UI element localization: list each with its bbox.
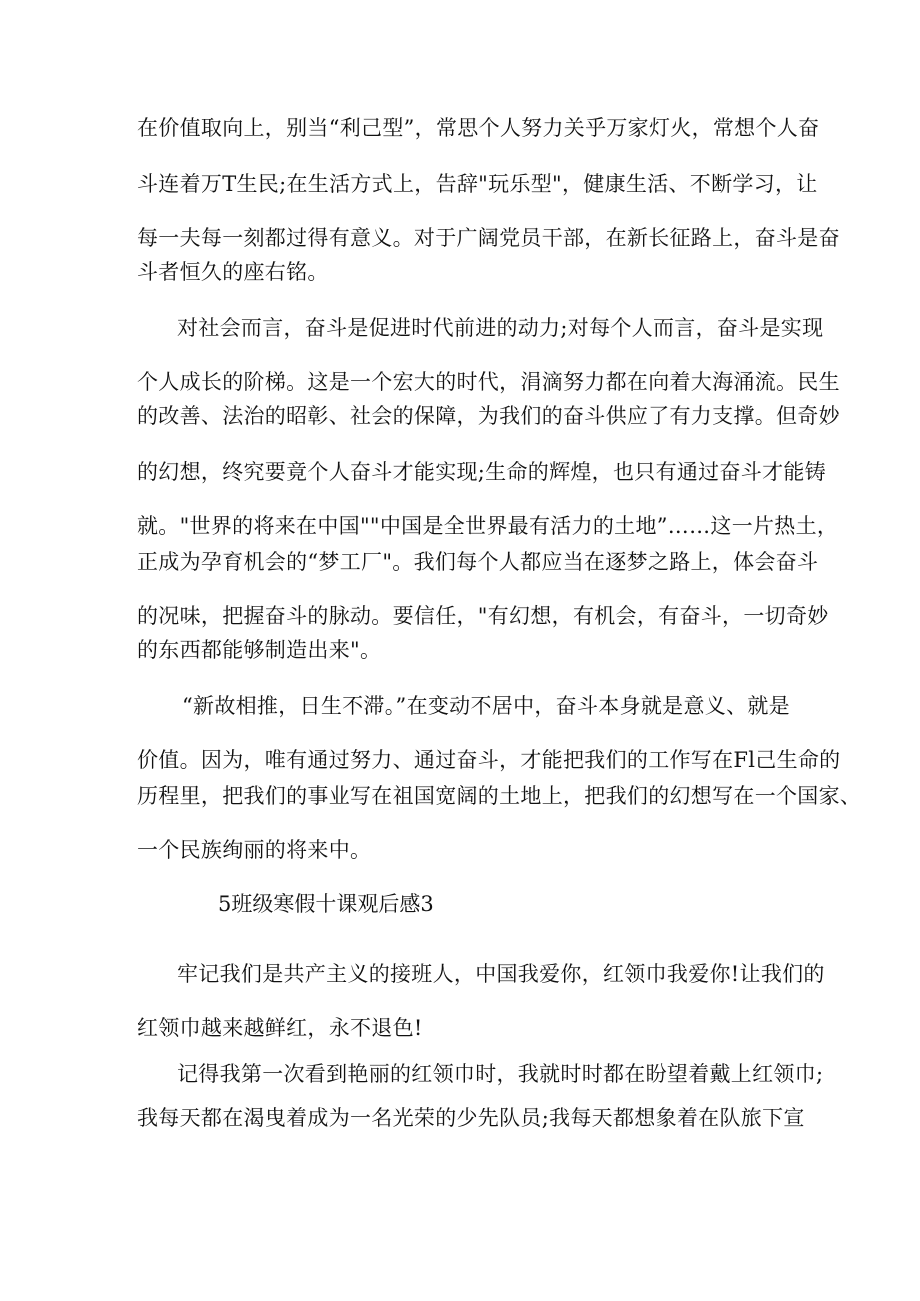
paragraph-3-line-3: 历程里，把我们的事业写在祖国宽阔的土地上，把我们的幻想写在一个国家、	[137, 784, 862, 808]
paragraph-1-line-3: 每一夫每一刻都过得有意义。对于广阔党员干部，在新长征路上，奋斗是奋	[137, 226, 840, 250]
paragraph-3-line-2: 价值。因为，唯有通过努力、通过奋斗，才能把我们的工作写在Fl己生命的	[137, 748, 841, 772]
paragraph-5-line-1: 记得我第一次看到艳丽的红领巾时，我就时时都在盼望着戴上红领巾;	[177, 1062, 824, 1086]
paragraph-4-line-2: 红领巾越来越鲜红，永不退色!	[137, 1016, 423, 1040]
paragraph-2-line-2: 个人成长的阶梯。这是一个宏大的时代，涓滴努力都在向着大海涌流。民生	[137, 370, 840, 394]
paragraph-2-line-3: 的改善、法治的昭彰、社会的保障，为我们的奋斗供应了有力支撑。但奇妙	[137, 404, 840, 428]
paragraph-1-line-4: 斗者恒久的座右铭。	[137, 260, 329, 284]
paragraph-2-line-8: 的东西都能够制造出来"。	[137, 638, 382, 662]
paragraph-1-line-1: 在价值取向上，别当“利己型”，常思个人努力关乎万家灯火，常想个人奋	[137, 116, 820, 140]
paragraph-2-line-7: 的况味，把握奋斗的脉动。要信任，"有幻想，有机会，有奋斗，一切奇妙	[137, 604, 829, 628]
paragraph-3-line-4: 一个民族绚丽的将来中。	[137, 838, 372, 862]
paragraph-5-line-2: 我每天都在渴曳着成为一名光荣的少先队员;我每天都想象着在队旅下宣	[137, 1106, 805, 1130]
paragraph-2-line-5: 就。"世界的将来在中国""中国是全世界最有活力的土地”……这一片热土，	[137, 514, 839, 538]
paragraph-3-line-1: “新故相推，日生不滞。”在变动不居中，奋斗本身就是意义、就是	[182, 694, 790, 718]
paragraph-2-line-1: 对社会而言，奋斗是促进时代前进的动力;对每个人而言，奋斗是实现	[177, 316, 824, 340]
paragraph-4-line-1: 牢记我们是共产主义的接班人，中国我爱你，红领巾我爱你!让我们的	[177, 962, 825, 986]
paragraph-1-line-2: 斗连着万T生民;在生活方式上，告辞"玩乐型"，健康生活、不断学习，让	[137, 172, 818, 196]
section-heading: 5班级寒假十课观后感3	[218, 892, 434, 916]
paragraph-2-line-6: 正成为孕育机会的“梦工厂"。我们每个人都应当在逐梦之路上，体会奋斗	[137, 550, 819, 574]
paragraph-2-line-4: 的幻想，终究要竟个人奋斗才能实现;生命的辉煌，也只有通过奋斗才能铸	[137, 460, 826, 484]
